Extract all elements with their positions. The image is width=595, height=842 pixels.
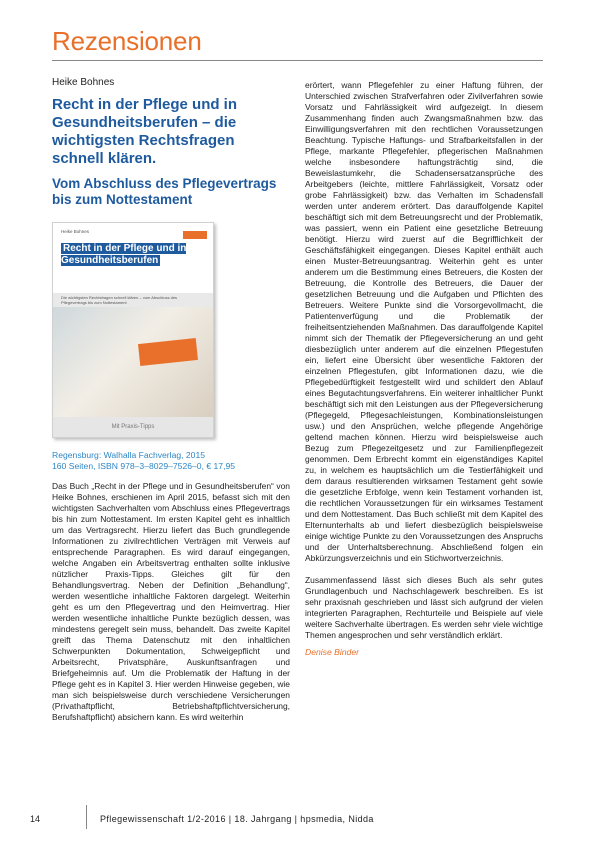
book-cover-title — [61, 243, 201, 267]
review-author: Heike Bohnes — [52, 77, 115, 88]
publication-info — [52, 450, 290, 472]
book-cover-subtitle: Die wichtigsten Rechtsfragen schnell klären – vom Abschluss des Pflegevertrags bis zum Nottestament — [61, 295, 178, 305]
book-cover-title-text: Recht in der Pflege und in Gesundheitsberufen — [61, 243, 187, 266]
book-cover-image — [52, 222, 214, 438]
footer-journal-line: Pflegewissenschaft 1/2-2016 | 18. Jahrgang | hpsmedia, Nidda — [100, 814, 374, 824]
section-title: Rezensionen — [52, 26, 202, 56]
book-cover-photo — [53, 307, 213, 417]
page-number: 14 — [30, 814, 41, 824]
publication-info-publisher: Regensburg: Walhalla Fachverlag, 2015 — [52, 450, 206, 460]
review-body-right-1: erörtert, wann Pflegefehler zu einer Haftung führen, der Unterschied zwischen Strafverfahren oder Zivilverfahren sowie Vorsatz und Fahrlässigkeit wird aufgezeigt. In diesem Zusammenhang finden auch Zwangsmaßnahmen bzw. das Einwilligungsverfahren mit den rechtlichen Voraussetzungen Beachtung. Typische Haftungs- und Strafbarkeitsfallen in der Pflege, markante Pflegefehler, pflegerischen Maßnahmen welche insbesondere haftungsträchtig sind, die Beweislastumkehr, die Schadensersatzansprüche des Arbeitgebers (leichte, mittlere Fahrlässigkeit, Vorsatz oder grobe Fahrlässigkeit) bzw. das Verhalten im Schadensfall werden unter anderem erörtert. Das darauffolgende Kapitel beschäftigt sich mit dem Betreuungsrecht und der Problematik, was passiert, wenn ein Patient eine gesetzliche Betreuung benötigt. Hierzu wird zuerst auf die Begrifflichkeit der Geschäftsfähigkeit eingegangen. Dieses Kapitel enthält auch einen Muster-Betreuungsantrag. Weiterhin geht es unter anderem um die Bestimmung eines Betreuers, die Kosten der Betreuung, die Kontrolle des Betreuers, die Dauer der gesetzlichen Betreuung und die Aufgaben und Pflichten des Betreuers. Weitere Punkte sind die Vorsorgevollmacht, die Patientenverfügung und die Problematik der freiheitsentziehenden Maßnahmen. Das darauffolgende Kapitel nimmt sich der Thematik der Pflegeversicherung an und geht diesbezüglich unter anderem auf die einzelnen Pflegestufen ein, liefert eine Übersicht über wesentliche Faktoren der einzelnen Pflegestufen, gibt Informationen dazu, wie die Pflegebedürftigkeit festgestellt wird und schildert den Ablauf eines Begutachtungsverfahrens. Ein weiterer inhaltlicher Punkt beschäftigt sich mit den Leistungen aus der Pflegeversicherung (Pflegegeld, Pflegesachleistungen, Kombinationsleistungen usw.) und den Ansprüchen, welche pflegende Angehörige geltend machen können. Hierzu wird beispielsweise auch Bezug zum Pflegezeitgesetz und zur Familienpflegezeit genommen. Dem Erbrecht kommt ein eigenständiges Kapitel zu, in welchem es hauptsächlich um die Testierfähigkeit und dem daraus resultierenden wirksamen Testament geht sowie die gesetzliche Erbfolge, wenn kein Testament vorhanden ist, die rechtlichen Voraussetzungen für ein wirksames Testament und dem Nottestament. Das Buch schließt mit dem Kapitel des Elternunterhalts ab und liefert diesbezüglich beispielsweise einige wichtige Punkte zu den Voraussetzungen des Anspruchs und der Unterhaltsberechnung. Abschließend folgen ein Abkürzungsverzeichnis und ein Stichwortverzeichnis. — [305, 80, 543, 563]
book-cover-author: Heike Bohnes — [61, 229, 90, 234]
publisher-logo — [183, 231, 207, 239]
review-body-right-2: Zusammenfassend lässt sich dieses Buch als sehr gutes Grundlagenbuch und Nachschlagewerk beschreiben. Es ist sehr praxisnah geschrieben und lässt sich aufgrund der vielen integrierten Paragraphen, Rechturteile und Beispiele auf viele weitere Sachverhalte übertragen. Es werden sehr viele wichtige Themen angesprochen und sehr verständlich erklärt. — [305, 575, 543, 640]
review-headline: Recht in der Pflege und in Gesundheitsberufen – die wichtigsten Rechtsfragen schnell klären. — [52, 96, 238, 167]
book-cover-bottom: Mit Praxis-Tipps — [53, 417, 213, 437]
footer-divider — [86, 805, 87, 829]
left-column — [52, 77, 290, 723]
header-divider — [52, 60, 543, 61]
right-column — [305, 80, 543, 657]
review-signature: Denise Binder — [305, 647, 359, 657]
publication-info-details: 160 Seiten, ISBN 978–3–8029–7526–0, € 17,95 — [52, 461, 236, 471]
review-body-left: Das Buch „Recht in der Pflege und in Gesundheitsberufen“ von Heike Bohnes, erschienen im April 2015, befasst sich mit den wichtigsten Sachverhalten vom Abschluss eines Pflegevertrags bis hin zum Nottestament. Im ersten Kapitel geht es inhaltlich um das Vertragsrecht. Hierzu liefert das Buch grundlegende Informationen zu zivilrechtlichen Verträgen mit Verweis auf entsprechende Paragraphen. Es wird darauf eingegangen, welche Angaben ein Arbeitsvertrag enthalten sollte inklusive nützlicher Praxis-Tipps. Gleiches gilt für den Behandlungsvertrag. Neben der Definition „Behandlung“, werden wesentliche inhaltliche Faktoren dargelegt. Weiterhin geht es um den Pflegevertrag und den Heimvertrag. Hier werden wesentliche inhaltliche Punkte bezüglich dessen, was mindestens geregelt sein muss, behandelt. Das zweite Kapitel greift das Thema Datenschutz mit den inhaltlichen Schwerpunkten Dokumentation, Schweigepflicht und Arbeitsrecht, Privatsphäre, Auskunftsanfragen und Briefgeheimnis auf. Um die Problematik der Haftung in der Pflege geht es in Kapitel 3. Hier werden Hinweise gegeben, wie man sich beispielsweise durch verschiedene Versicherungen (Privathaftpflicht, Betriebshaftpflichtversicherung, Berufshaftpflicht) absichern kann. Es wird weiterhin — [52, 481, 290, 722]
review-subheadline: Vom Abschluss des Pflegevertrags bis zum Nottestament — [52, 176, 277, 207]
